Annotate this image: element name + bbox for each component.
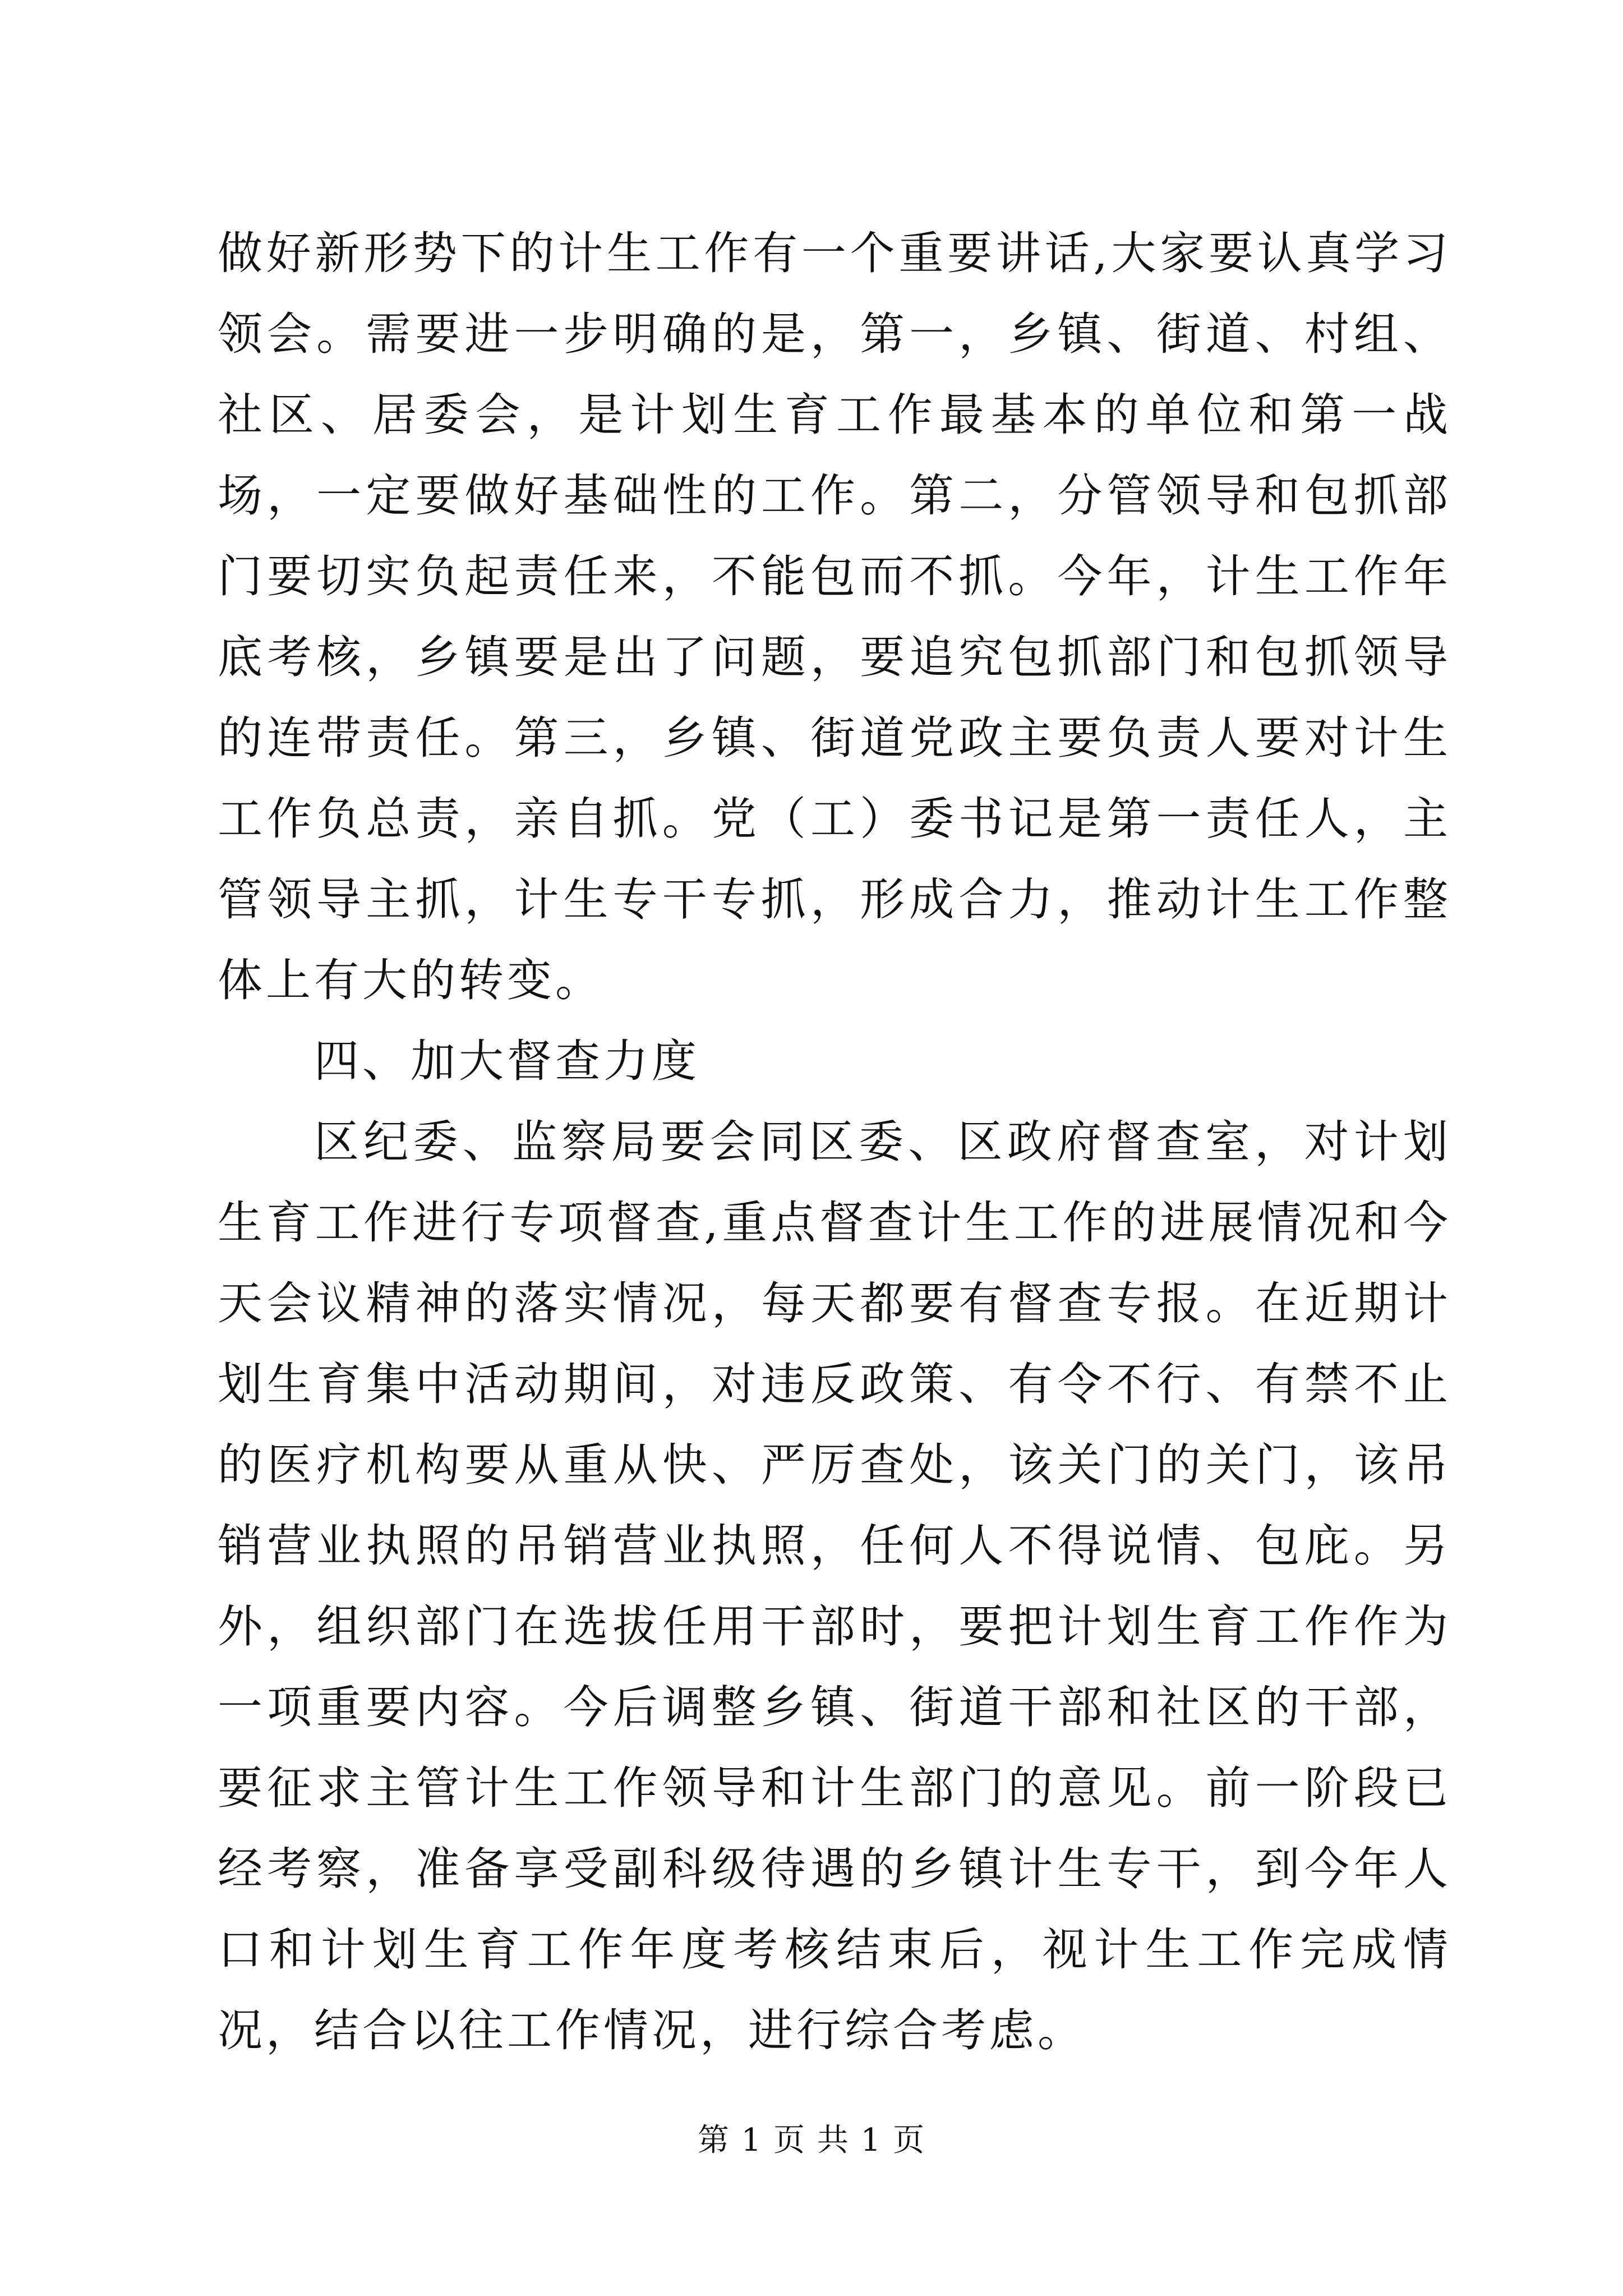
document-body bbox=[218, 213, 1451, 2071]
paragraph-supervision: 区纪委、监察局要会同区委、区政府督查室，对计划生育工作进行专项督查,重点督查计生工作的进展情况和今天会议精神的落实情况，每天都要有督查专报。在近期计划生育集中活动期间，对违反政策、有令不行、有禁不止的医疗机构要从重从快、严厉查处，该关门的关门，该吊销营业执照的吊销营业执照，任何人不得说情、包庇。另外，组织部门在选拔任用干部时，要把计划生育工作作为一项重要内容。今后调整乡镇、街道干部和社区的干部，要征求主管计生工作领导和计生部门的意见。前一阶段已经考察，准备享受副科级待遇的乡镇计生专干，到今年人口和计划生育工作年度考核结束后，视计生工作完成情况，结合以往工作情况，进行综合考虑。 bbox=[218, 1116, 1451, 2056]
page-footer: 第 1 页 共 1 页 bbox=[697, 2122, 926, 2159]
section-heading: 四、加大督查力度 bbox=[314, 1035, 700, 1087]
paragraph-continuation: 做好新形势下的计生工作有一个重要讲话,大家要认真学习领会。需要进一步明确的是，第一，乡镇、街道、村组、社区、居委会，是计划生育工作最基本的单位和第一战场，一定要做好基础性的工作。第二，分管领导和包抓部门要切实负起责任来，不能包而不抓。今年，计生工作年底考核，乡镇要是出了问题，要追究包抓部门和包抓领导的连带责任。第三，乡镇、街道党政主要负责人要对计生工作负总责，亲自抓。党（工）委书记是第一责任人，主管领导主抓，计生专干专抓，形成合力，推动计生工作整体上有大的转变。 bbox=[218, 227, 1451, 1006]
